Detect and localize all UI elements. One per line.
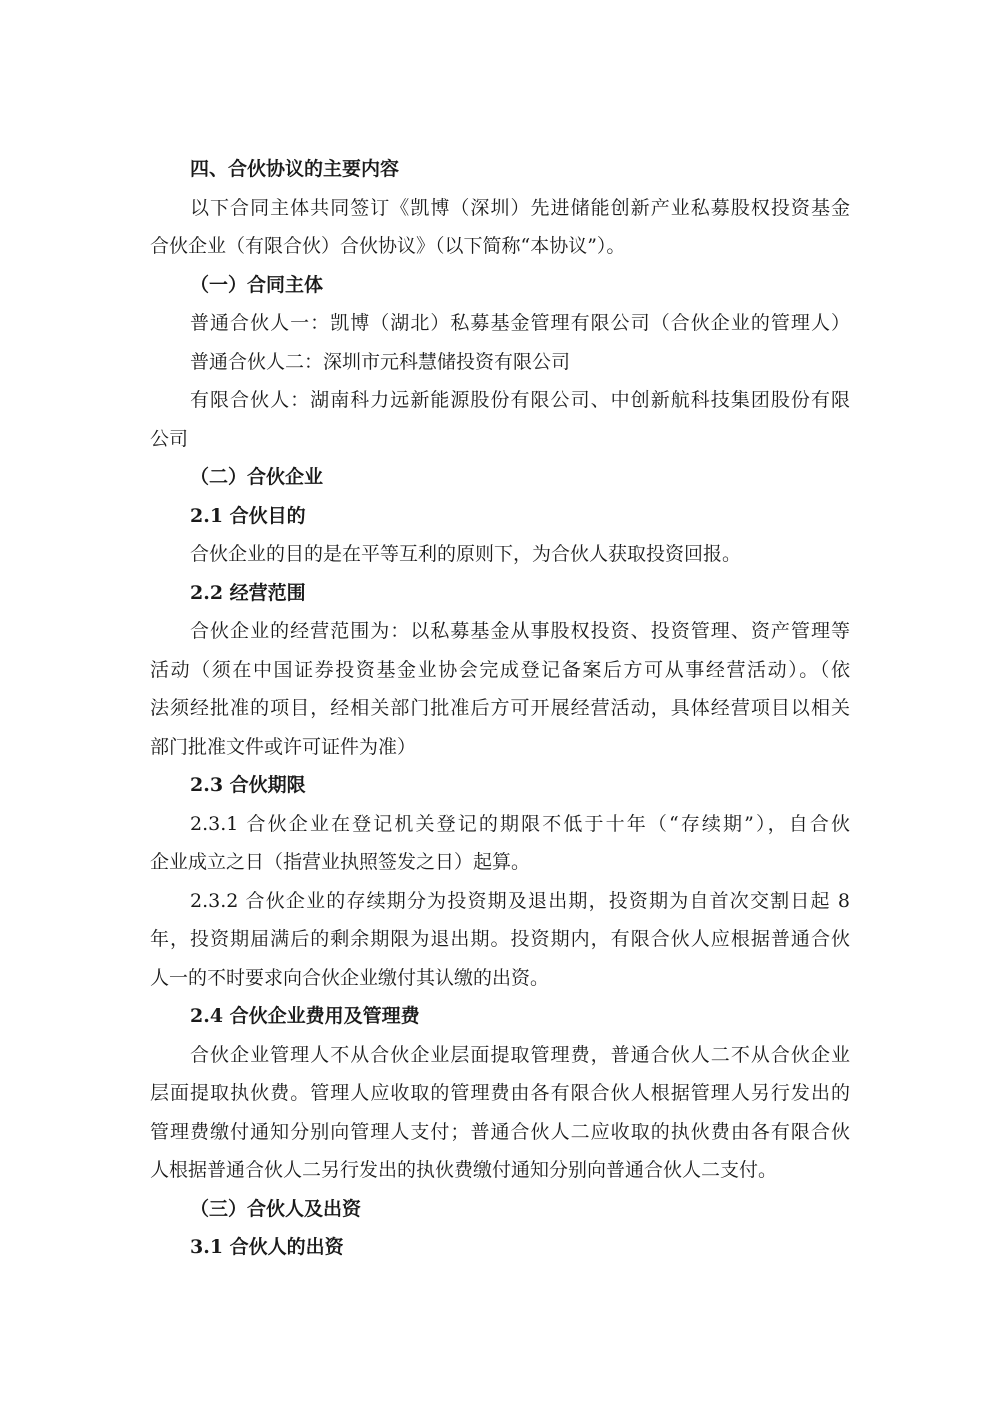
paragraph-line: 合伙企业管理人不从合伙企业层面提取管理费，普通合伙人二不从合伙企业 xyxy=(190,1043,850,1066)
clause-heading-2-1: 2.1 合伙目的 xyxy=(190,504,306,527)
paragraph-line: 企业成立之日（指营业执照签发之日）起算。 xyxy=(150,851,531,873)
paragraph-line: 人根据普通合伙人二另行发出的执伙费缴付通知分别向普通合伙人二支付。 xyxy=(150,1159,778,1181)
paragraph-line: 有限合伙人：湖南科力远新能源股份有限公司、中创新航科技集团股份有限 xyxy=(190,389,850,411)
clause-heading-2-2: 2.2 经营范围 xyxy=(190,581,306,604)
section-heading-4: 四、合伙协议的主要内容 xyxy=(190,158,400,180)
paragraph-line: 普通合伙人二：深圳市元科慧储投资有限公司 xyxy=(190,350,571,373)
paragraph-line: 部门批准文件或许可证件为准） xyxy=(150,735,417,758)
paragraph-line: 法须经批准的项目，经相关部门批准后方可开展经营活动，具体经营项目以相关 xyxy=(150,697,850,719)
paragraph-line: 2.3.1 合伙企业在登记机关登记的期限不低于十年（“存续期”），自合伙 xyxy=(190,812,850,835)
subsection-heading-2: （二）合伙企业 xyxy=(190,466,324,488)
subsection-heading-1: （一）合同主体 xyxy=(190,273,324,296)
paragraph-line: 人一的不时要求向合伙企业缴付其认缴的出资。 xyxy=(150,966,550,989)
paragraph-line: 管理费缴付通知分别向管理人支付；普通合伙人二应收取的执伙费由各有限合伙 xyxy=(150,1120,850,1143)
clause-heading-2-4: 2.4 合伙企业费用及管理费 xyxy=(190,1005,420,1027)
subsection-heading-3: （三）合伙人及出资 xyxy=(190,1197,362,1220)
paragraph-line: 2.3.2 合伙企业的存续期分为投资期及退出期，投资期为自首次交割日起 8 xyxy=(190,889,850,912)
paragraph-line: 合伙企业（有限合伙）合伙协议》（以下简称“本协议”）。 xyxy=(150,235,626,257)
clause-heading-2-3: 2.3 合伙期限 xyxy=(190,774,306,796)
paragraph-line: 合伙企业的经营范围为：以私募基金从事股权投资、投资管理、资产管理等 xyxy=(190,620,850,642)
paragraph-line: 合伙企业的目的是在平等互利的原则下，为合伙人获取投资回报。 xyxy=(190,543,742,565)
clause-heading-3-1: 3.1 合伙人的出资 xyxy=(190,1236,344,1258)
document-page xyxy=(150,150,850,1267)
paragraph-line: 以下合同主体共同签订《凯博（深圳）先进储能创新产业私募股权投资基金 xyxy=(190,196,850,219)
paragraph-line: 活动（须在中国证券投资基金业协会完成登记备案后方可从事经营活动）。（依 xyxy=(150,658,850,681)
paragraph-line: 普通合伙人一：凯博（湖北）私募基金管理有限公司（合伙企业的管理人） xyxy=(190,312,850,334)
paragraph-line: 公司 xyxy=(150,427,189,450)
paragraph-line: 年，投资期届满后的剩余期限为退出期。投资期内，有限合伙人应根据普通合伙 xyxy=(150,928,850,950)
paragraph-line: 层面提取执伙费。管理人应收取的管理费由各有限合伙人根据管理人另行发出的 xyxy=(150,1082,850,1104)
